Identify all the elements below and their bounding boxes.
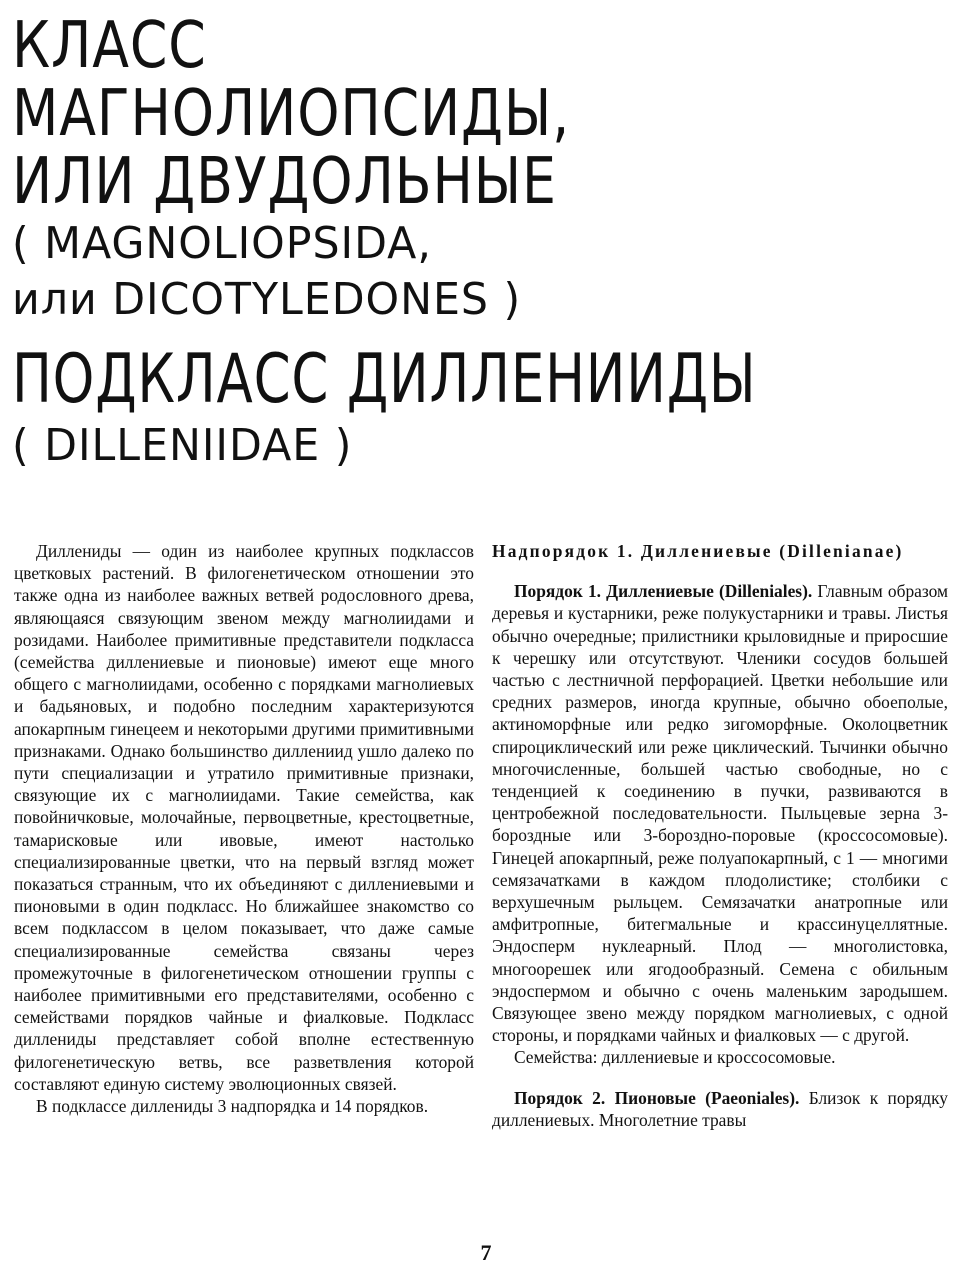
- subclass-title: ПОДКЛАСС ДИЛЛЕНИИДЫ: [12, 340, 757, 419]
- class-latin-line-2: или DICOTYLEDONES ): [12, 274, 522, 325]
- order-1-paragraph: [492, 580, 948, 1046]
- families-paragraph: Семейства: диллениевые и кроссосомовые.: [514, 1047, 836, 1068]
- class-title-line-2: МАГНОЛИОПСИДЫ,: [12, 77, 571, 151]
- right-column: [492, 540, 948, 1131]
- spacer: [492, 1069, 948, 1087]
- order-2-text: Близок к порядку диллениевых. Многолетние травы: [492, 1087, 948, 1130]
- page-number: 7: [480, 1240, 492, 1265]
- spacer: [492, 562, 948, 580]
- class-latin-line-1: ( MAGNOLIOPSIDA,: [12, 218, 432, 269]
- subclass-latin: ( DILLENIIDAE ): [12, 420, 353, 471]
- left-column: [14, 540, 474, 1117]
- order-1-text: Главным образом деревья и кустарники, реже полукустарники и травы. Листья обычно очередные; прилистники крыловидные и приросшие к черешку или отсутствуют. Членики сосудов большей частью с лестничной перфорацией. Цветки небольшие или средних размеров, иногда крупные, обычно обоеполые, актиноморфные или редко зигоморфные. Околоцветник спироциклический или реже циклический. Тычинки обычно многочисленные, большей частью свободные, но с тенденцией к соединению в пучки, развиваются в центробежной последовательности. Пыльцевые зерна 3-бороздные или 3-бороздно-поровые (кроссосомовые). Гинецей апокарпный, реже полуапокарпный, с 1 — многими семязачатками в каждом плодолистике; столбики с верхушечным рыльцем. Семязачатки анатропные или амфитропные, битегмальные и крассинуцеллятные. Эндосперм нуклеарный. Плод — многолистовка, многоорешек или ягодообразный. Семена с обильным эндоспермом и обычно с очень маленьким зародышем. Связующее звено между порядком магнолиевых, с одной стороны, и порядками чайных и фиалковых — с другой.: [492, 581, 948, 1046]
- class-title-line-3: ИЛИ ДВУДОЛЬНЫЕ: [12, 145, 557, 219]
- superorder-heading: Надпорядок 1. Диллениевые (Dillenianae): [492, 541, 904, 561]
- order-2-paragraph: [492, 1087, 948, 1131]
- summary-paragraph: В подклассе диллениды 3 надпорядка и 14 порядков.: [36, 1096, 429, 1117]
- class-title-line-1: КЛАСС: [12, 9, 207, 83]
- intro-paragraph: Диллениды — один из наиболее крупных подклассов цветковых растений. В филогенетическом отношении это также одна из наиболее важных ветвей родословного древа, являющаяся связующим звеном между магнолиидами и розидами. Наиболее примитивные представители подкласса (семейства диллениевые и пионовые) имеют еще много общего с магнолиидами, особенно с порядками магнолиевых и бадьяновых, и подобно последним характеризуются апокарпным гинецеем и некоторыми другими примитивными признаками. Однако большинство диллениид ушло далеко по пути специализации и утратило примитивные признаки, связующие их с магнолиидами. Такие семейства, как повойничковые, молочайные, первоцветные, крестоцветные, тамарисковые или ивовые, имеют настолько специализированные цветки, что на первый взгляд может показаться странным, что их объединяют с диллениевыми и пионовыми в один подкласс. Но ближайшее знакомство со всем подклассом в целом показывает, что даже самые специализированные семейства связаны через промежуточные в филогенетическом отношении группы с наиболее примитивными его представителями, особенно с семействами порядков чайные и фиалковые. Подкласс диллениды представляет собой вполне естественную филогенетическую ветвь, все разветвления которой составляют единую систему эволюционных связей.: [14, 541, 474, 1094]
- order-2-title: Порядок 2. Пионовые (Paeoniales).: [514, 1087, 800, 1108]
- order-1-title: Порядок 1. Диллениевые (Dilleniales).: [514, 581, 813, 602]
